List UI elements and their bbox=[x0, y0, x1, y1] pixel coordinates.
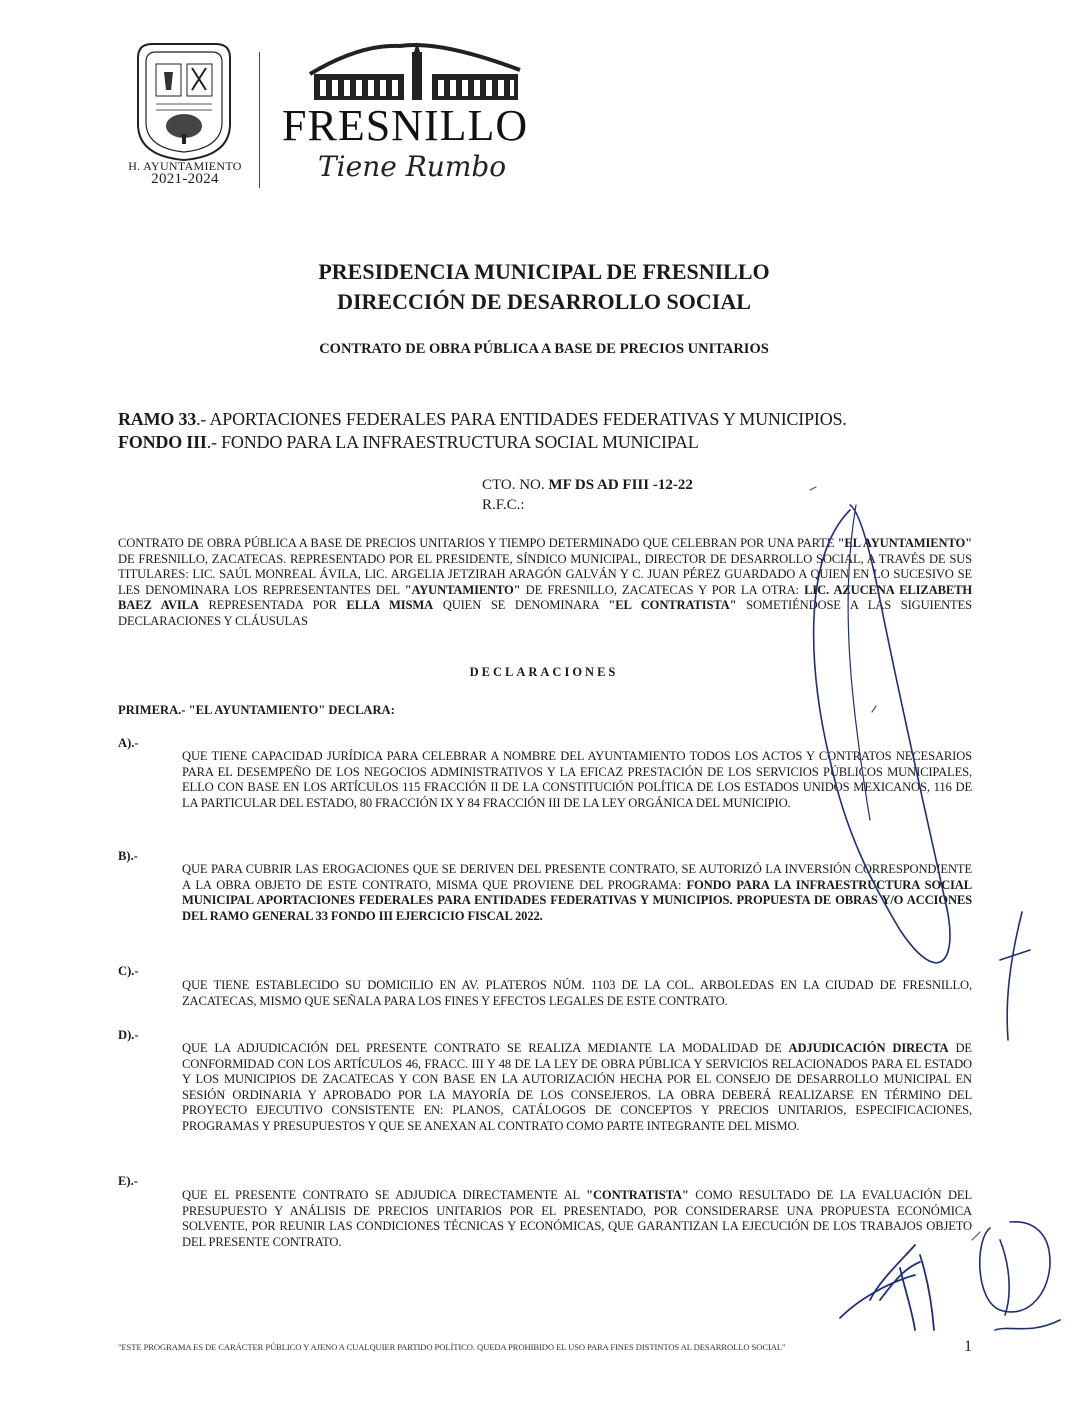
intro-text: DE FRESNILLO, ZACATECAS. REPRESENTADO POR EL PRESIDENTE, SÍNDICO MUNICIPAL, DIRECTOR DE DESARROLLO SOCIAL, A TRAVÉS DE SUS TITULARES: LIC. SAÚL MONREAL ÁVILA, LIC. ARGELIA JETZIRAH ARAGÓN GALVÁN Y C. JUAN PÉREZ GUARDADO A QUIEN EN LO SUCESIVO SE LES DENOMINARA LOS REPRESENTANTES DEL bbox=[118, 551, 972, 597]
item-c-label: C).- bbox=[118, 964, 139, 978]
rfc-line: R.F.C.: bbox=[482, 497, 525, 513]
item-b-normal: QUE PARA CUBRIR LAS EROGACIONES QUE SE DERIVEN DEL PRESENTE CONTRATO, SE AUTORIZÓ LA INVERSIÓN CORRESPONDIENTE A LA OBRA OBJETO DE ESTE CONTRATO, MISMA QUE PROVIENE DEL PROGRAMA: bbox=[182, 862, 972, 892]
intro-bold: ELLA MISMA bbox=[346, 598, 434, 612]
intro-bold: "EL AYUNTAMIENTO" bbox=[837, 536, 972, 550]
page-number: 1 bbox=[964, 1338, 972, 1355]
brand-name: FRESNILLO bbox=[282, 101, 529, 150]
fondo-label: FONDO III bbox=[118, 432, 207, 452]
item-a-text: QUE TIENE CAPACIDAD JURÍDICA PARA CELEBRAR A NOMBRE DEL AYUNTAMIENTO TODOS LOS ACTOS Y CONTRATOS NECESARIOS PARA EL DESEMPEÑO DE LOS NEGOCIOS ADMINISTRATIVOS Y LA EFICAZ PRESTACIÓN DE LOS SERVICIOS PÚBLICOS MUNICIPALES, ELLO CON BASE EN LOS ARTÍCULOS 115 FRACCIÓN II DE LA CONSTITUCIÓN POLÍTICA DE LOS ESTADOS UNIDOS MEXICANOS, 116 DE LA PARTICULAR DEL ESTADO, 80 FRACCIÓN IX Y 84 FRACCIÓN III DE LA LEY ORGÁNICA DEL MUNICIPIO. bbox=[182, 749, 972, 810]
brand-slogan: Tiene Rumbo bbox=[318, 150, 507, 183]
item-d-text bbox=[182, 1041, 972, 1134]
ramo-text: .- APORTACIONES FEDERALES PARA ENTIDADES FEDERATIVAS Y MUNICIPIOS. bbox=[196, 409, 847, 429]
primera-heading: PRIMERA.- "EL AYUNTAMIENTO" DECLARA: bbox=[118, 703, 395, 717]
item-d-bold: ADJUDICACIÓN DIRECTA bbox=[788, 1041, 949, 1055]
fondo-line bbox=[118, 431, 699, 453]
ramo-line bbox=[118, 408, 847, 430]
intro-bold: "AYUNTAMIENTO" bbox=[404, 582, 521, 597]
header-divider bbox=[259, 52, 260, 188]
ayuntamiento-label bbox=[120, 160, 250, 186]
item-b-label: B).- bbox=[118, 849, 138, 863]
item-d-normal: QUE LA ADJUDICACIÓN DEL PRESENTE CONTRATO SE REALIZA MEDIANTE LA MODALIDAD DE bbox=[182, 1041, 789, 1055]
ayuntamiento-years: 2021-2024 bbox=[151, 171, 219, 187]
title-presidencia: PRESIDENCIA MUNICIPAL DE FRESNILLO bbox=[318, 259, 770, 284]
ramo-label: RAMO 33 bbox=[118, 409, 197, 429]
title-contrato: CONTRATO DE OBRA PÚBLICA A BASE DE PRECIOS UNITARIOS bbox=[319, 341, 769, 357]
item-e-normal: COMO RESULTADO DE LA EVALUACIÓN DEL PRESUPUESTO Y ANÁLISIS DE PRECIOS UNITARIOS POR EL PRESENTADO, POR CONSIDERARSE UNA PROPUESTA ECONÓMICA SOLVENTE, POR REUNIR LAS CONDICIONES TÉCNICAS Y ECONÓMICAS, QUE GARANTIZAN LA EJECUCIÓN DE LOS TRABAJOS OBJETO DEL PRESENTE CONTRATO. bbox=[182, 1188, 972, 1249]
item-e-label: E).- bbox=[118, 1174, 138, 1188]
cto-number: MF DS AD FIII -12-22 bbox=[548, 477, 693, 493]
municipal-seal-icon bbox=[132, 38, 236, 164]
intro-text: DE FRESNILLO, ZACATECAS Y POR LA OTRA: bbox=[520, 582, 805, 597]
intro-bold: LIC. AZUCENA ELIZABETH BAEZ AVILA bbox=[118, 582, 972, 612]
contract-number-line bbox=[482, 475, 693, 495]
intro-text: QUIEN SE DENOMINARA bbox=[433, 598, 609, 612]
item-a-label: A).- bbox=[118, 736, 139, 750]
item-c-text: QUE TIENE ESTABLECIDO SU DOMICILIO EN AV. PLATEROS NÚM. 1103 DE LA COL. ARBOLEDAS EN LA CIUDAD DE FRESNILLO, ZACATECAS, MISMO QUE SEÑALA PARA LOS FINES Y EFECTOS LEGALES DE ESTE CONTRATO. bbox=[182, 978, 972, 1008]
item-e-normal: QUE EL PRESENTE CONTRATO SE ADJUDICA DIRECTAMENTE AL bbox=[182, 1188, 587, 1202]
fondo-text: .- FONDO PARA LA INFRAESTRUCTURA SOCIAL MUNICIPAL bbox=[206, 432, 699, 452]
item-b-text bbox=[182, 862, 972, 924]
ayuntamiento-title: H. AYUNTAMIENTO bbox=[128, 159, 242, 173]
fresnillo-skyline-icon bbox=[300, 34, 530, 104]
intro-text: REPRESENTADA POR bbox=[198, 598, 347, 612]
title-direccion: DIRECCIÓN DE DESARROLLO SOCIAL bbox=[337, 289, 751, 314]
item-d-label: D).- bbox=[118, 1028, 139, 1042]
item-b-bold: FONDO PARA LA INFRAESTRUCTURA SOCIAL MUNICIPAL APORTACIONES FEDERALES PARA ENTIDADES FEDERATIVAS Y MUNICIPIOS. PROPUESTA DE OBRAS Y/O ACCIONES DEL RAMO GENERAL 33 FONDO III EJERCICIO FISCAL 2022. bbox=[182, 877, 972, 923]
intro-paragraph bbox=[118, 536, 972, 629]
item-d-normal: DE CONFORMIDAD CON LOS ARTÍCULOS 46, FRACC. III Y 48 DE LA LEY DE OBRA PÚBLICA Y SERVICIOS RELACIONADOS PARA EL ESTADO Y LOS MUNICIPIOS DE ZACATECAS Y CON BASE EN LA AUTORIZACIÓN HECHA POR EL CONSEJO DE DESARROLLO MUNICIPAL EN SESIÓN ORDINARIA Y APROBADO POR LA MAYORÍA DE LOS CONSEJEROS. LA OBRA DEBERÁ REALIZARSE EN TÉRMINO DEL PROYECTO EJECUTIVO CONSISTENTE EN: PLANOS, CATÁLOGOS DE CONCEPTOS Y PRECIOS UNITARIOS, ESPECIFICACIONES, PROGRAMAS Y PRESUPUESTOS Y QUE SE ANEXAN AL CONTRATO COMO PARTE INTEGRANTE DEL MISMO. bbox=[182, 1041, 972, 1133]
intro-bold: "EL CONTRATISTA" bbox=[608, 598, 737, 612]
cto-label: CTO. NO. bbox=[482, 477, 545, 493]
item-e-text bbox=[182, 1188, 972, 1250]
intro-text: CONTRATO DE OBRA PÚBLICA A BASE DE PRECIOS UNITARIOS Y TIEMPO DETERMINADO QUE CELEBRAN POR UNA PARTE bbox=[118, 536, 838, 550]
declaraciones-heading: DECLARACIONES bbox=[469, 665, 619, 679]
intro-text: SOMETIÉNDOSE A LAS SIGUIENTES DECLARACIONES Y CLÁUSULAS bbox=[118, 598, 973, 628]
footer-disclaimer: "ESTE PROGRAMA ES DE CARÁCTER PÚBLICO Y AJENO A CUALQUIER PARTIDO POLÍTICO. QUEDA PROHIBIDO EL USO PARA FINES DISTINTOS AL DESARROLLO SOCIAL" bbox=[118, 1342, 786, 1352]
item-e-bold: "CONTRATISTA" bbox=[586, 1188, 689, 1202]
